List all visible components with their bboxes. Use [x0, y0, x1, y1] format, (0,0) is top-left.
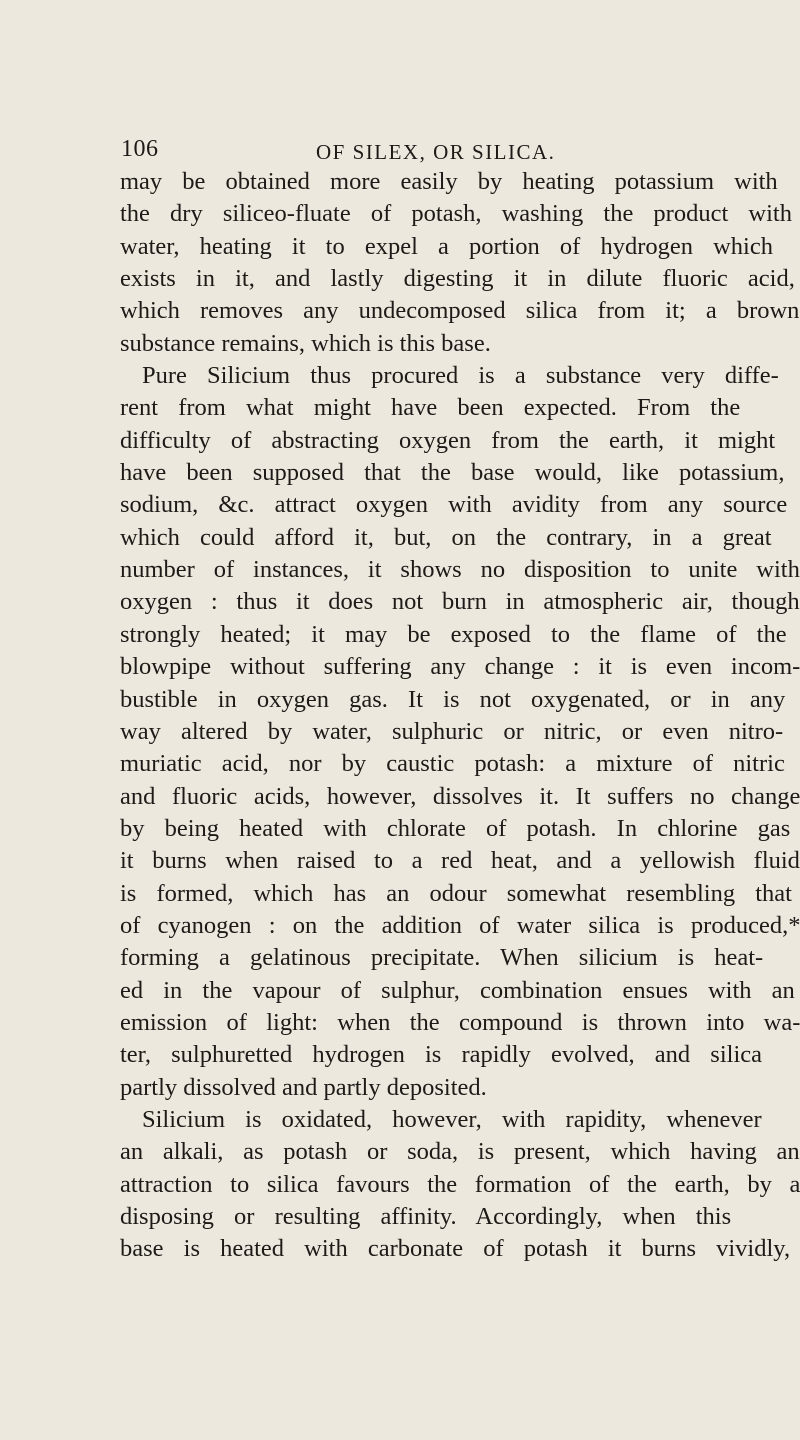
text-line: which removes any undecomposed silica from it; a brown	[120, 297, 800, 325]
text-line: it burns when raised to a red heat, and a yellowish fluid	[120, 847, 800, 875]
text-line: attraction to silica favours the formation of the earth, by a	[120, 1170, 800, 1198]
text-line: Silicium is oxidated, however, with rapidity, whenever	[142, 1105, 762, 1133]
text-line: the dry siliceo-fluate of potash, washing the product with	[120, 200, 792, 228]
text-line: Pure Silicium thus procured is a substance very diffe-	[142, 362, 779, 390]
body-text	[120, 166, 800, 1266]
text-line: muriatic acid, nor by caustic potash: a mixture of nitric	[120, 750, 785, 778]
text-line: have been supposed that the base would, like potassium,	[120, 459, 785, 487]
text-line: sodium, &c. attract oxygen with avidity from any source	[120, 491, 788, 519]
text-line: partly dissolved and partly deposited.	[120, 1073, 487, 1101]
text-line: disposing or resulting affinity. Accordingly, when this	[120, 1203, 732, 1230]
text-line: base is heated with carbonate of potash it burns vividly,	[120, 1235, 791, 1263]
text-line: and fluoric acids, however, dissolves it. It suffers no change	[120, 782, 800, 810]
text-line: way altered by water, sulphuric or nitric, or even nitro-	[120, 717, 784, 745]
text-line: blowpipe without suffering any change : it is even incom-	[120, 653, 800, 681]
running-head: OF SILEX, OR SILICA.	[316, 140, 556, 164]
text-line: ter, sulphuretted hydrogen is rapidly evolved, and silica	[120, 1041, 763, 1069]
page-number: 106	[121, 136, 159, 162]
text-line: oxygen : thus it does not burn in atmospheric air, though	[120, 588, 800, 616]
text-line: number of instances, it shows no disposition to unite with	[120, 556, 800, 584]
text-line: strongly heated; it may be exposed to the flame of the	[120, 620, 787, 648]
text-line: substance remains, which is this base.	[120, 329, 491, 357]
text-line: by being heated with chlorate of potash. In chlorine gas	[120, 814, 791, 842]
text-line: forming a gelatinous precipitate. When silicium is heat-	[120, 944, 764, 972]
text-line: water, heating it to expel a portion of hydrogen which	[120, 232, 773, 260]
text-line: ed in the vapour of sulphur, combination ensues with an	[120, 976, 795, 1004]
text-line: rent from what might have been expected. From the	[120, 394, 741, 422]
text-line: which could afford it, but, on the contrary, in a great	[120, 523, 772, 551]
text-line: bustible in oxygen gas. It is not oxygenated, or in any	[120, 685, 786, 713]
text-line: of cyanogen : on the addition of water silica is produced,*	[120, 911, 800, 939]
text-line: difficulty of abstracting oxygen from the earth, it might	[120, 426, 776, 454]
text-line: an alkali, as potash or soda, is present, which having an	[120, 1138, 800, 1166]
text-line: may be obtained more easily by heating potassium with	[120, 168, 778, 195]
text-line: exists in it, and lastly digesting it in dilute fluoric acid,	[120, 265, 795, 293]
text-line: emission of light: when the compound is thrown into wa-	[120, 1008, 800, 1036]
text-line: is formed, which has an odour somewhat resembling that	[120, 879, 792, 907]
